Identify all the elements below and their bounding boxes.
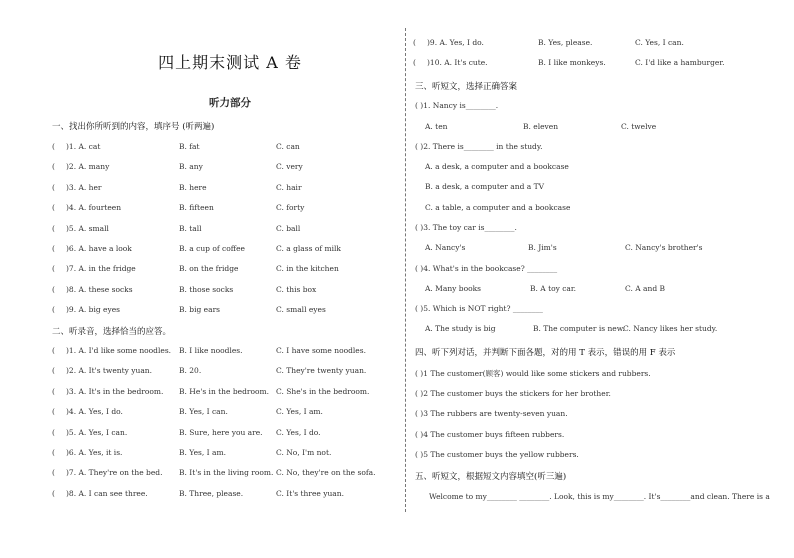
s2-question-option-b: B. 20. (179, 366, 202, 376)
s3-q4-option-b: B. A toy car. (530, 284, 577, 293)
s2-question-row (52, 489, 382, 501)
s3-q1-option-a: A. ten (425, 122, 448, 131)
s3-q3-options (415, 243, 745, 255)
s2-question-option-b: B. Yes, I can. (179, 407, 228, 417)
column-divider (405, 28, 406, 512)
section-5-heading: 五、听短文，根据短文内容填空(听三遍) (415, 472, 567, 482)
s1-question-option-c: C. hair (276, 182, 302, 192)
s2-question-row (52, 366, 382, 378)
s2-question-question-option-a: )5. A. Yes, I can. (66, 427, 128, 437)
s1-question-question-option-a: )1. A. cat (66, 142, 101, 151)
s1-question-question-option-a: )2. A. many (66, 162, 110, 172)
s3-q2-option-b: B. a desk, a computer and a TV (425, 182, 545, 191)
s1-question-row (52, 224, 382, 236)
s2-question-option-b: B. Yes, I am. (179, 448, 226, 457)
s4-statement: ( )1 The customer(顾客) would like some stickers and rubbers. (415, 369, 651, 378)
s1-question-option-b: B. those socks (179, 284, 234, 294)
s3-question-2: ( )2. There is________ in the study. (415, 142, 543, 151)
s3-q4-options (415, 284, 745, 296)
s2-question-row (52, 346, 382, 358)
s1-question-row (52, 264, 382, 276)
s1-question-option-b: B. tall (179, 223, 202, 233)
s2-question-question-option-a: )9. A. Yes, I do. (427, 38, 484, 47)
s1-question-row (52, 183, 382, 195)
s1-question-option-c: C. a glass of milk (276, 244, 341, 253)
s1-question-paren: ( (52, 182, 55, 192)
s2-question-row (52, 387, 382, 399)
s2-question-row (413, 58, 743, 70)
s1-question-row (52, 203, 382, 215)
s1-question-option-c: C. in the kitchen (276, 264, 339, 274)
s1-question-option-c: C. forty (276, 203, 305, 213)
s4-statement: ( )2 The customer buys the stickers for her brother. (415, 388, 611, 398)
s1-question-row (52, 244, 382, 256)
s3-q1-options (415, 122, 745, 134)
s2-question-option-b: B. Sure, here you are. (179, 427, 263, 437)
s3-q4-option-c: C. A and B (625, 284, 666, 293)
s2-question-option-b: B. He's in the bedroom. (179, 386, 269, 396)
s1-question-option-c: C. ball (276, 223, 301, 233)
s2-question-paren: ( (52, 488, 55, 498)
s3-q5-option-a: A. The study is big (425, 324, 496, 333)
s2-question-row (413, 38, 743, 50)
s3-q3-option-c: C. Nancy's brother's (625, 243, 703, 252)
s1-question-question-option-a: )9. A. big eyes (66, 305, 120, 315)
s2-question-option-b: B. It's in the living room. (179, 468, 274, 478)
s2-question-row (52, 407, 382, 419)
s2-question-option-b: B. I like monkeys. (538, 58, 606, 67)
s2-question-paren: ( (413, 58, 416, 67)
s2-question-option-b: B. Yes, please. (538, 38, 593, 47)
s3-q5-option-b: B. The computer is new. (533, 324, 625, 333)
s2-question-paren: ( (413, 38, 416, 47)
s1-question-paren: ( (52, 142, 55, 151)
s1-question-option-c: C. very (276, 162, 303, 172)
s2-question-question-option-a: )8. A. I can see three. (66, 488, 148, 498)
s1-question-option-c: C. this box (276, 284, 317, 294)
s3-question-3: ( )3. The toy car is________. (415, 223, 517, 232)
s2-question-question-option-a: )2. A. It's twenty yuan. (66, 366, 153, 376)
s1-question-option-b: B. big ears (179, 305, 221, 315)
s2-question-option-c: C. They're twenty yuan. (276, 366, 367, 376)
s2-question-question-option-a: )6. A. Yes, it is. (66, 448, 123, 457)
s3-q1-option-b: B. eleven (523, 122, 559, 131)
s3-question-4: ( )4. What's in the bookcase? ________ (415, 264, 558, 273)
s1-question-paren: ( (52, 203, 55, 213)
s2-question-paren: ( (52, 346, 55, 355)
s2-question-paren: ( (52, 448, 55, 457)
s1-question-paren: ( (52, 284, 55, 294)
s1-question-question-option-a: )8. A. these socks (66, 284, 133, 294)
s1-question-row (52, 305, 382, 317)
s2-question-question-option-a: )3. A. It's in the bedroom. (66, 386, 164, 396)
s1-question-row (52, 285, 382, 297)
s3-q5-options (415, 324, 745, 336)
s1-question-option-b: B. fifteen (179, 203, 214, 213)
section-1-heading: 一、找出你所听到的内容，填序号 (听两遍) (52, 122, 215, 132)
s2-question-option-c: C. Yes, I am. (276, 407, 323, 417)
s1-question-paren: ( (52, 223, 55, 233)
s5-passage-text: Welcome to my________ ________. Look, this is my________. It's________and clean. There is a (429, 492, 770, 501)
s1-question-paren: ( (52, 264, 55, 274)
s2-question-paren: ( (52, 366, 55, 376)
s1-question-question-option-a: )7. A. in the fridge (66, 264, 136, 274)
section-3-heading: 三、听短文，选择正确答案 (415, 82, 518, 92)
exam-title: 四上期末测试 A 卷 (158, 53, 302, 72)
s3-q2-option-c: C. a table, a computer and a bookcase (425, 203, 571, 212)
s1-question-paren: ( (52, 244, 55, 253)
s4-statement: ( )4 The customer buys fifteen rubbers. (415, 429, 565, 439)
s2-question-option-b: B. I like noodles. (179, 346, 243, 355)
s1-question-question-option-a: )4. A. fourteen (66, 203, 122, 213)
s2-question-paren: ( (52, 427, 55, 437)
s4-statement: ( )5 The customer buys the yellow rubbers. (415, 450, 579, 460)
s3-question-1: ( )1. Nancy is________. (415, 101, 499, 110)
s3-q1-option-c: C. twelve (621, 122, 657, 131)
s2-question-option-c: C. I'd like a hamburger. (635, 58, 725, 67)
s1-question-paren: ( (52, 162, 55, 172)
s3-q2-option-a: A. a desk, a computer and a bookcase (425, 162, 569, 171)
section-4-heading: 四、听下列对话，并判断下面各题，对的用 T 表示，错误的用 F 表示 (415, 348, 676, 358)
s1-question-question-option-a: )3. A. her (66, 182, 102, 192)
s2-question-question-option-a: )1. A. I'd like some noodles. (66, 346, 172, 355)
s2-question-row (52, 428, 382, 440)
s1-question-option-b: B. a cup of coffee (179, 244, 245, 253)
s2-question-question-option-a: )4. A. Yes, I do. (66, 407, 123, 417)
s3-q4-option-a: A. Many books (425, 284, 482, 293)
s3-q3-option-a: A. Nancy's (425, 243, 466, 252)
s1-question-question-option-a: )6. A. have a look (66, 244, 132, 253)
s1-question-row (52, 162, 382, 174)
listening-section-title: 听力部分 (209, 97, 251, 109)
s2-question-row (52, 448, 382, 460)
s2-question-paren: ( (52, 407, 55, 417)
s2-question-paren: ( (52, 468, 55, 478)
s2-question-option-c: C. Yes, I can. (635, 38, 684, 47)
s2-question-question-option-a: )10. A. It's cute. (427, 58, 488, 67)
s2-question-option-c: C. She's in the bedroom. (276, 386, 370, 396)
s2-question-option-c: C. No, they're on the sofa. (276, 468, 376, 478)
s2-question-question-option-a: )7. A. They're on the bed. (66, 468, 163, 478)
section-2-heading: 二、听录音，选择恰当的应答。 (52, 327, 172, 337)
s1-question-option-c: C. small eyes (276, 305, 326, 315)
s2-question-paren: ( (52, 386, 55, 396)
s1-question-option-b: B. fat (179, 142, 200, 151)
s1-question-option-b: B. on the fridge (179, 264, 239, 274)
s1-question-question-option-a: )5. A. small (66, 223, 109, 233)
s2-question-option-c: C. No, I'm not. (276, 448, 332, 457)
s2-question-option-b: B. Three, please. (179, 488, 244, 498)
s1-question-row (52, 142, 382, 154)
s3-q5-option-c: C. Nancy likes her study. (623, 324, 718, 333)
s3-q3-option-b: B. Jim's (528, 243, 557, 252)
s2-question-option-c: C. It's three yuan. (276, 488, 344, 498)
s1-question-option-b: B. any (179, 162, 203, 172)
s1-question-paren: ( (52, 305, 55, 315)
s3-question-5: ( )5. Which is NOT right? ________ (415, 304, 543, 313)
s1-question-option-b: B. here (179, 182, 207, 192)
s2-question-option-c: C. I have some noodles. (276, 346, 366, 355)
s2-question-option-c: C. Yes, I do. (276, 427, 321, 437)
s4-statement: ( )3 The rubbers are twenty-seven yuan. (415, 409, 568, 419)
s2-question-row (52, 468, 382, 480)
s1-question-option-c: C. can (276, 142, 300, 151)
